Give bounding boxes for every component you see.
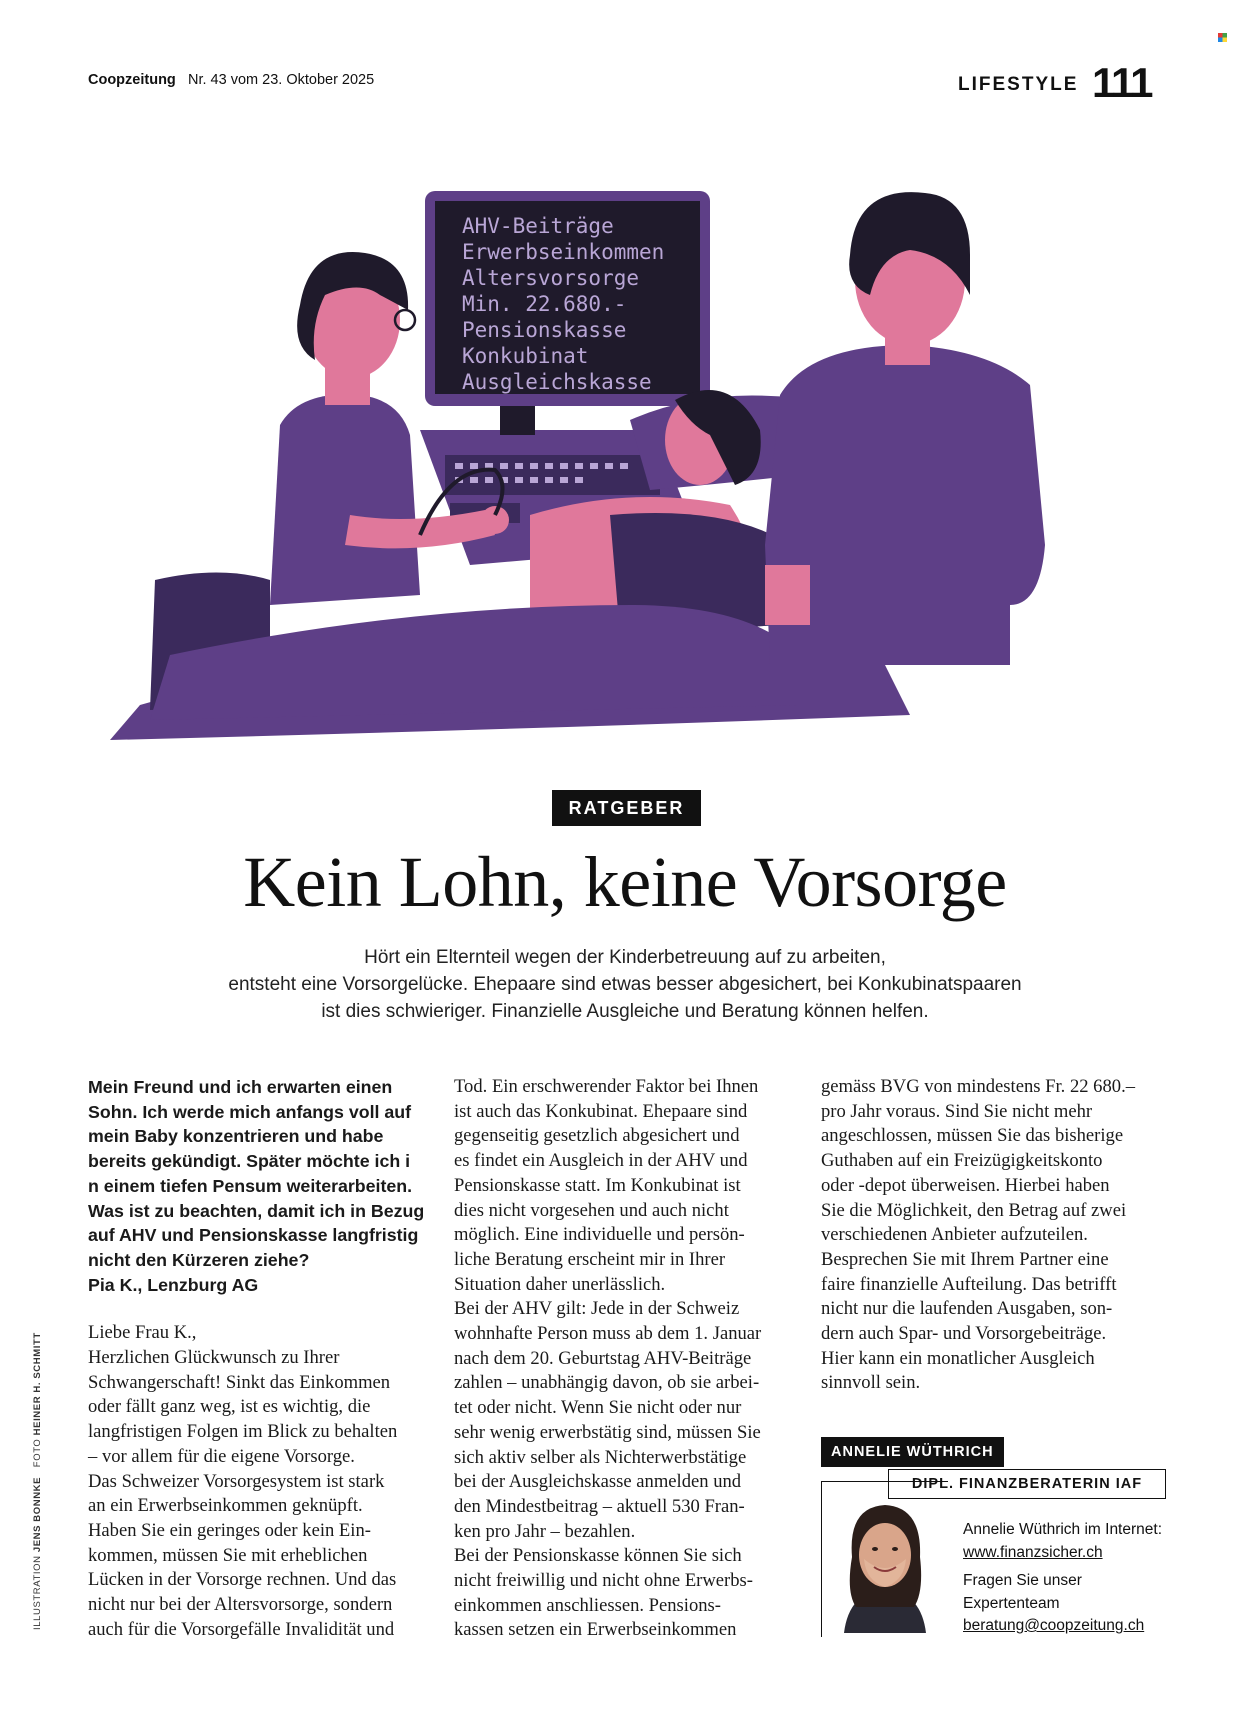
answer-line: Besprechen Sie mit Ihrem Partner eine	[821, 1248, 1109, 1270]
author-name: ANNELIE WÜTHRICH	[821, 1437, 1004, 1467]
answer-line: sich aktiv selber als Nichterwerbstätige	[454, 1446, 747, 1468]
answer-line: an ein Erwerbseinkommen geknüpft.	[88, 1495, 363, 1517]
illustration-credit-label: ILLUSTRATION	[32, 1555, 43, 1630]
answer-line: angeschlossen, müssen Sie das bisherige	[821, 1125, 1124, 1147]
answer-line: den Mindestbeitrag – aktuell 530 Fran-	[454, 1495, 745, 1517]
answer-line: wohnhafte Person muss ab dem 1. Januar	[454, 1323, 762, 1345]
answer-line: Haben Sie ein geringes oder kein Ein-	[88, 1519, 371, 1541]
question-line: Sohn. Ich werde mich anfangs voll auf	[88, 1101, 412, 1122]
answer-line: gemäss BVG von mindestens Fr. 22 680.–	[821, 1076, 1136, 1097]
monitor-line: Ausgleichskasse	[462, 370, 652, 394]
answer-text	[88, 1321, 433, 1642]
answer-line: oder -depot überweisen. Hierbei haben	[821, 1174, 1110, 1196]
answer-line: nicht freiwillig und nicht ohne Erwerbs-	[454, 1570, 753, 1592]
contact-email-link[interactable]: beratung@coopzeitung.ch	[963, 1617, 1145, 1634]
reader-question	[88, 1075, 433, 1297]
page-number: 111	[1092, 59, 1152, 106]
answer-line: tet oder nicht. Wenn Sie nicht oder nur	[454, 1397, 742, 1419]
answer-line: nicht nur bei der Altersvorsorge, sondern	[88, 1594, 393, 1616]
ultrasound-illustration	[110, 185, 1160, 740]
monitor-line: Min. 22.680.-	[462, 292, 627, 316]
answer-line: ist auch das Konkubinat. Ehepaare sind	[454, 1100, 748, 1122]
answer-line: – vor allem für die eigene Vorsorge.	[88, 1445, 355, 1467]
lead-line: Hört ein Elternteil wegen der Kinderbetreuung auf zu arbeiten,	[364, 947, 886, 968]
answer-line: Schwangerschaft! Sinkt das Einkommen	[88, 1371, 391, 1393]
answer-line: auch für die Vorsorgefälle Invalidität und	[88, 1618, 395, 1640]
answer-line: sinnvoll sein.	[821, 1372, 921, 1394]
lead-paragraph	[150, 944, 1100, 1025]
monitor-line: AHV-Beiträge	[462, 214, 614, 238]
article-column-1	[88, 1075, 433, 1642]
answer-line: Situation daher unerlässlich.	[454, 1273, 666, 1295]
author-internet-label: Annelie Wüthrich im Internet:	[963, 1521, 1163, 1538]
answer-line: Lücken in der Vorsorge rechnen. Und das	[88, 1569, 397, 1591]
answer-line: Liebe Frau K.,	[88, 1322, 197, 1344]
publication-name: Coopzeitung	[88, 72, 176, 88]
article-column-3	[821, 1075, 1166, 1396]
ask-experts-line: Expertenteam	[963, 1594, 1060, 1612]
question-line: Was ist zu beachten, damit ich in Bezug	[88, 1200, 425, 1221]
answer-line: Das Schweizer Vorsorgesystem ist stark	[88, 1470, 385, 1492]
answer-line: Tod. Ein erschwerender Faktor bei Ihnen	[454, 1076, 759, 1097]
monitor-line: Pensionskasse	[462, 318, 627, 342]
answer-line: Pensionskasse statt. Im Konkubinat ist	[454, 1174, 741, 1196]
category-badge: RATGEBER	[552, 790, 701, 826]
answer-line: möglich. Eine individuelle und persön-	[454, 1224, 745, 1246]
answer-line: es findet ein Ausgleich in der AHV und	[454, 1150, 748, 1172]
article-column-2	[454, 1075, 799, 1643]
answer-line: kommen, müssen Sie mit erheblichen	[88, 1544, 368, 1566]
lead-line: entsteht eine Vorsorgelücke. Ehepaare sind etwas besser abgesichert, bei Konkubinatspaaren	[228, 974, 1022, 995]
author-contact	[963, 1519, 1162, 1638]
question-line: nicht den Kürzeren ziehe?	[88, 1249, 310, 1270]
monitor-line: Altersvorsorge	[462, 266, 640, 290]
answer-line: ken pro Jahr – bezahlen.	[454, 1520, 636, 1542]
question-line: auf AHV und Pensionskasse langfristig	[88, 1225, 419, 1246]
answer-line: einkommen anschliessen. Pensions-	[454, 1594, 721, 1616]
lead-line: ist dies schwieriger. Finanzielle Ausgleiche und Beratung können helfen.	[321, 1001, 929, 1022]
monitor-line: Erwerbseinkommen	[462, 240, 665, 264]
photo-credit-name: HEINER H. SCHMITT	[32, 1332, 43, 1436]
issue-info: Nr. 43 vom 23. Oktober 2025	[188, 72, 375, 88]
answer-line: kassen setzen ein Erwerbseinkommen	[454, 1619, 737, 1641]
answer-line: Sie die Möglichkeit, den Betrag auf zwei	[821, 1199, 1127, 1221]
answer-line: bei der Ausgleichskasse anmelden und	[454, 1471, 742, 1493]
answer-line: gegenseitig gesetzlich abgesichert und	[454, 1125, 740, 1147]
answer-line: faire finanzielle Aufteilung. Das betrifft	[821, 1273, 1117, 1295]
answer-line: Bei der AHV gilt: Jede in der Schweiz	[454, 1298, 740, 1320]
answer-line: Bei der Pensionskasse können Sie sich	[454, 1545, 742, 1567]
answer-line: dern auch Spar- und Vorsorgebeiträge.	[821, 1323, 1107, 1345]
ask-experts-line: Fragen Sie unser	[963, 1572, 1082, 1589]
illustration-credit-name: JENS BONNKE	[32, 1476, 43, 1553]
print-color-mark-icon	[1218, 33, 1227, 42]
answer-line: sehr wenig erwerbstätig sind, müssen Sie	[454, 1421, 761, 1443]
answer-line: oder fällt ganz weg, ist es wichtig, die	[88, 1396, 371, 1418]
answer-line: verschiedenen Anbieter aufzuteilen.	[821, 1224, 1088, 1246]
monitor-line: Konkubinat	[462, 344, 589, 368]
author-website-link[interactable]: www.finanzsicher.ch	[963, 1543, 1103, 1561]
answer-line: langfristigen Folgen im Blick zu behalten	[88, 1421, 398, 1443]
answer-line: nicht nur die laufenden Ausgaben, son-	[821, 1298, 1113, 1320]
answer-line: pro Jahr voraus. Sind Sie nicht mehr	[821, 1100, 1093, 1122]
author-photo	[824, 1497, 946, 1633]
answer-line: Guthaben auf ein Freizügigkeitskonto	[821, 1150, 1103, 1172]
answer-line: zahlen – unabhängig davon, ob sie arbei-	[454, 1372, 760, 1394]
answer-line: dies nicht vorgesehen und auch nicht	[454, 1199, 729, 1221]
section-label: LIFESTYLE	[958, 74, 1079, 95]
question-line: n einem tiefen Pensum weiterarbeiten.	[88, 1175, 413, 1196]
question-line: mein Baby konzentrieren und habe	[88, 1126, 384, 1147]
question-line: Mein Freund und ich erwarten einen	[88, 1077, 393, 1097]
image-credit	[32, 1332, 43, 1630]
question-line: bereits gekündigt. Später möchte ich i	[88, 1151, 411, 1172]
answer-line: Hier kann ein monatlicher Ausgleich	[821, 1347, 1095, 1369]
answer-line: liche Beratung erscheint mir in Ihrer	[454, 1248, 726, 1270]
answer-line: Herzlichen Glückwunsch zu Ihrer	[88, 1347, 340, 1369]
photo-credit-label: FOTO	[32, 1438, 43, 1468]
answer-line: nach dem 20. Geburtstag AHV-Beiträge	[454, 1347, 752, 1369]
author-title: DIPL. FINANZBERATERIN IAF	[888, 1469, 1166, 1499]
question-signature: Pia K., Lenzburg AG	[88, 1274, 259, 1295]
headline: Kein Lohn, keine Vorsorge	[243, 842, 1007, 922]
